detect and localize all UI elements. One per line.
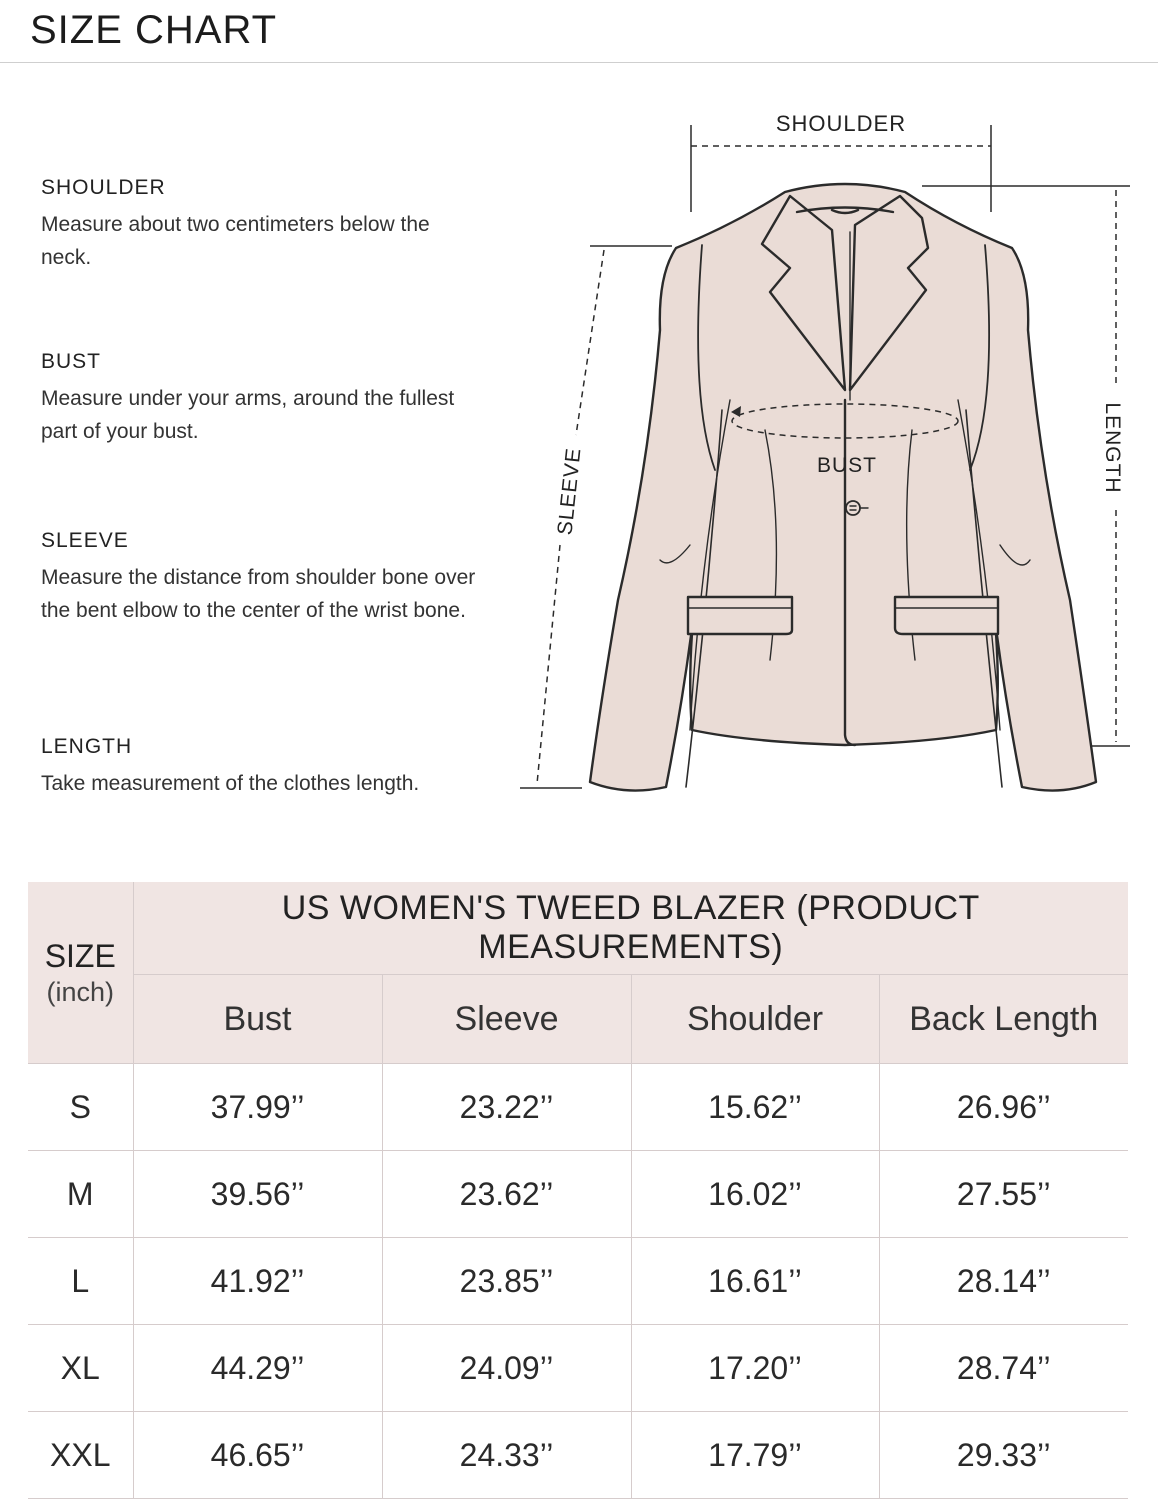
sleeve-cell: 23.85’’: [382, 1238, 631, 1325]
measure-description: Measure about two centimeters below the neck.: [41, 213, 430, 269]
blazer-illustration: [590, 184, 1096, 791]
measure-heading: LENGTH: [41, 735, 133, 758]
table-row: [28, 1238, 1128, 1325]
shoulder-cell: 17.20’’: [631, 1325, 879, 1412]
shoulder-cell: 15.62’’: [631, 1064, 879, 1151]
back-length-cell: 29.33’’: [879, 1412, 1128, 1499]
bust-cell: 46.65’’: [133, 1412, 382, 1499]
table-row: [28, 1325, 1128, 1412]
table-row: [28, 1064, 1128, 1151]
size-cell: L: [28, 1238, 133, 1325]
size-label: SIZE: [44, 937, 116, 974]
sleeve-cell: 23.62’’: [382, 1151, 631, 1238]
shoulder-cell: 17.79’’: [631, 1412, 879, 1499]
size-column-header: [28, 882, 133, 1064]
diagram-label-sleeve: SLEEVE: [553, 446, 586, 537]
diagram-label-bust: BUST: [816, 454, 878, 477]
table-row: [28, 1412, 1128, 1499]
measure-heading: BUST: [41, 350, 102, 373]
measure-heading: SHOULDER: [41, 176, 166, 199]
bust-cell: 41.92’’: [133, 1238, 382, 1325]
back-length-cell: 28.74’’: [879, 1325, 1128, 1412]
diagram-label-length: LENGTH: [1101, 402, 1124, 494]
table-row: [28, 1151, 1128, 1238]
column-header-sleeve: Sleeve: [382, 975, 631, 1064]
shoulder-cell: 16.61’’: [631, 1238, 879, 1325]
sleeve-cell: 24.09’’: [382, 1325, 631, 1412]
bust-cell: 37.99’’: [133, 1064, 382, 1151]
size-table: [28, 882, 1128, 1499]
column-header-shoulder: Shoulder: [631, 975, 879, 1064]
size-cell: M: [28, 1151, 133, 1238]
measure-description: Measure the distance from shoulder bone over the bent elbow to the center of the wrist bone.: [41, 566, 476, 622]
sleeve-cell: 24.33’’: [382, 1412, 631, 1499]
back-length-cell: 26.96’’: [879, 1064, 1128, 1151]
back-length-cell: 28.14’’: [879, 1238, 1128, 1325]
page-title: SIZE CHART: [30, 8, 278, 52]
size-cell: XXL: [28, 1412, 133, 1499]
diagram-label-shoulder: SHOULDER: [775, 111, 907, 136]
back-length-cell: 27.55’’: [879, 1151, 1128, 1238]
measure-description: Measure under your arms, around the fullest part of your bust.: [41, 387, 455, 443]
column-header-back-length: Back Length: [879, 975, 1128, 1064]
shoulder-cell: 16.02’’: [631, 1151, 879, 1238]
size-cell: S: [28, 1064, 133, 1151]
size-cell: XL: [28, 1325, 133, 1412]
sleeve-cell: 23.22’’: [382, 1064, 631, 1151]
measure-description: Take measurement of the clothes length.: [41, 772, 420, 795]
unit-label: (inch): [46, 976, 114, 1007]
bust-cell: 44.29’’: [133, 1325, 382, 1412]
table-caption: US WOMEN'S TWEED BLAZER (PRODUCT MEASUREMENTS): [133, 882, 1128, 975]
bust-cell: 39.56’’: [133, 1151, 382, 1238]
measure-heading: SLEEVE: [41, 529, 129, 552]
column-header-bust: Bust: [133, 975, 382, 1064]
